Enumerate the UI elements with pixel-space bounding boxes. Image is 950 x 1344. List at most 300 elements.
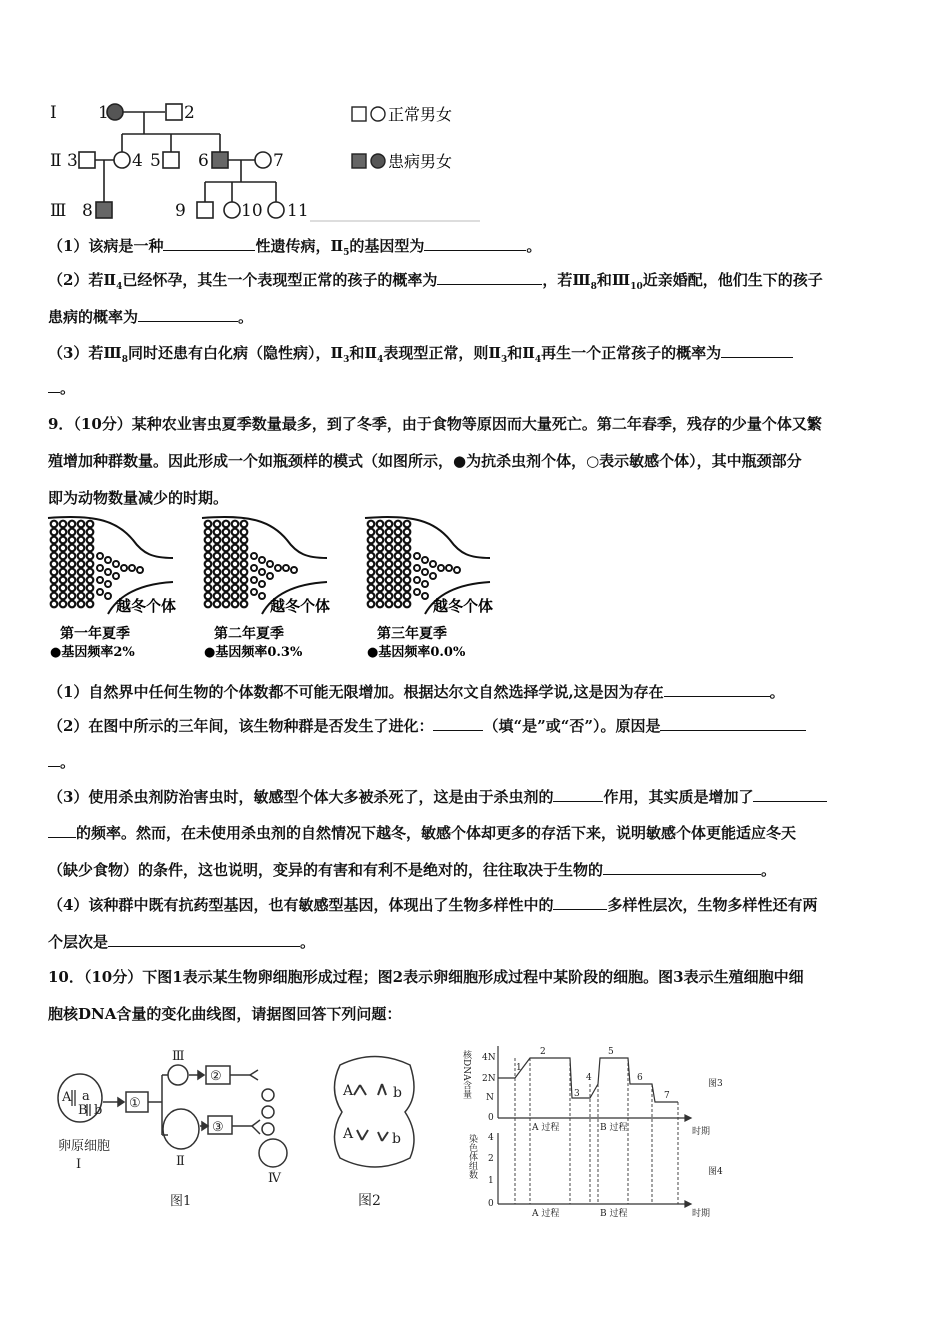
individual-dot bbox=[267, 573, 273, 579]
blank-gene-freq[interactable] bbox=[753, 787, 827, 802]
individual-dot bbox=[377, 601, 384, 608]
individual-dot bbox=[414, 553, 420, 559]
q9-s1: （1）自然界中任何生物的个体数都不可能无限增加。根据达尔文自然选择学说,这是因为存在 。 bbox=[48, 683, 785, 701]
figure-3-4-graphs bbox=[460, 1038, 740, 1218]
individual-dot bbox=[232, 537, 239, 544]
individual-9 bbox=[197, 202, 213, 218]
blank-diversity-level[interactable] bbox=[553, 895, 607, 910]
individual-dot bbox=[404, 561, 411, 568]
blank-disease-prob[interactable] bbox=[138, 307, 238, 322]
individual-dot bbox=[395, 529, 402, 536]
individual-dot bbox=[205, 553, 212, 560]
individual-dot bbox=[386, 593, 393, 600]
fig1-gene-a: a bbox=[82, 1089, 90, 1104]
individual-dot bbox=[214, 521, 221, 528]
fig1-caption: 图1 bbox=[170, 1194, 192, 1209]
blank-disease-type[interactable] bbox=[163, 236, 255, 251]
frequency-label: ●基因频率0.3% bbox=[204, 645, 303, 660]
fig1-cell-label: 卵原细胞 bbox=[58, 1139, 111, 1154]
bottleneck-panel-2 bbox=[202, 517, 330, 660]
individual-dot bbox=[223, 593, 230, 600]
individual-dot bbox=[205, 545, 212, 552]
individual-dot bbox=[78, 569, 85, 576]
num-8: 8 bbox=[82, 201, 93, 221]
individual-dot bbox=[404, 537, 411, 544]
individual-dot bbox=[51, 601, 58, 608]
legend-male-normal bbox=[352, 107, 366, 121]
individual-dot bbox=[78, 521, 85, 528]
individual-dot bbox=[121, 565, 127, 571]
individual-dot bbox=[267, 561, 273, 567]
q9-intro-1: 9．（10分）某种农业害虫夏季数量最多，到了冬季，由于食物等原因而大量死亡。第二年春季，残存的少量个体又繁 bbox=[48, 415, 822, 433]
individual-dot bbox=[404, 545, 411, 552]
individual-dot bbox=[51, 521, 58, 528]
individual-dot bbox=[386, 577, 393, 584]
individual-dot bbox=[232, 529, 239, 536]
individual-dot bbox=[51, 593, 58, 600]
q8-line-4: （3）若$Ⅲ_8$同时还患有白化病（隐性病），$Ⅱ_3$和$Ⅱ_4$表现型正常，则$Ⅱ_3$和$Ⅱ_4$再生一个正常孩子的概率为 bbox=[48, 343, 793, 370]
fig1-roman-2: Ⅱ bbox=[176, 1154, 185, 1169]
individual-dot bbox=[377, 577, 384, 584]
individual-dot bbox=[78, 553, 85, 560]
individual-dot bbox=[430, 573, 436, 579]
individual-dot bbox=[69, 529, 76, 536]
legend-normal-label: 正常男女 bbox=[388, 105, 453, 124]
individual-dot bbox=[223, 569, 230, 576]
individual-dot bbox=[232, 521, 239, 528]
num-2: 2 bbox=[184, 103, 195, 123]
individual-dot bbox=[368, 529, 375, 536]
individual-dot bbox=[69, 521, 76, 528]
fig1-roman-4: Ⅳ bbox=[268, 1171, 281, 1186]
fig3-ylabel: 核DNA含量 bbox=[461, 1050, 471, 1099]
individual-dot bbox=[251, 589, 257, 595]
individual-dot bbox=[291, 567, 297, 573]
individual-11 bbox=[268, 202, 284, 218]
individual-dot bbox=[214, 601, 221, 608]
individual-dot bbox=[368, 561, 375, 568]
individual-dot bbox=[87, 521, 94, 528]
svg-text:0: 0 bbox=[488, 1113, 494, 1123]
individual-dot bbox=[241, 585, 248, 592]
individual-dot bbox=[205, 593, 212, 600]
individual-dot bbox=[386, 521, 393, 528]
individual-dot bbox=[414, 589, 420, 595]
individual-dot bbox=[205, 577, 212, 584]
fig2-gene-b-top: b bbox=[393, 1085, 402, 1101]
individual-dot bbox=[60, 529, 67, 536]
individual-dot bbox=[78, 577, 85, 584]
individual-dot bbox=[205, 521, 212, 528]
individual-dot bbox=[395, 577, 402, 584]
fig2-gene-b-bottom: b bbox=[392, 1131, 401, 1147]
individual-dot bbox=[241, 593, 248, 600]
q9-intro-2: 殖增加种群数量。因此形成一个如瓶颈样的模式（如图所示，●为抗杀虫剂个体，○表示敏感个体），其中瓶颈部分 bbox=[48, 452, 802, 470]
blank-struggle[interactable] bbox=[664, 682, 770, 697]
svg-text:4: 4 bbox=[586, 1073, 592, 1083]
q8-line-1: （1）该病是一种 性遗传病，$Ⅱ_5$的基因型为 。 bbox=[48, 237, 542, 258]
individual-dot bbox=[223, 577, 230, 584]
individual-dot bbox=[446, 565, 452, 571]
winter-label: 越冬个体 bbox=[433, 597, 494, 615]
individual-dot bbox=[214, 561, 221, 568]
individual-dot bbox=[69, 601, 76, 608]
individual-dot bbox=[87, 529, 94, 536]
individual-dot bbox=[205, 569, 212, 576]
individual-dot bbox=[377, 569, 384, 576]
legend-affected-label: 患病男女 bbox=[388, 152, 453, 171]
individual-dot bbox=[69, 537, 76, 544]
individual-dot bbox=[223, 553, 230, 560]
individual-dot bbox=[97, 589, 103, 595]
num-1: 1 bbox=[98, 103, 109, 123]
individual-dot bbox=[377, 545, 384, 552]
q9-intro-3: 即为动物数量减少的时期。 bbox=[48, 489, 229, 507]
individual-dot bbox=[368, 521, 375, 528]
individual-dot bbox=[377, 553, 384, 560]
fig4-caption: 图4 bbox=[708, 1167, 723, 1177]
individual-dot bbox=[368, 569, 375, 576]
fig1-step-3: ③ bbox=[212, 1120, 224, 1135]
fig2-gene-A-bottom: A bbox=[343, 1126, 354, 1142]
individual-dot bbox=[368, 545, 375, 552]
individual-dot bbox=[69, 553, 76, 560]
svg-text:B 过程: B 过程 bbox=[600, 1209, 628, 1218]
individual-dot bbox=[232, 545, 239, 552]
individual-dot bbox=[87, 585, 94, 592]
individual-dot bbox=[386, 553, 393, 560]
season-label: 第三年夏季 bbox=[377, 626, 447, 642]
individual-dot bbox=[60, 585, 67, 592]
individual-dot bbox=[69, 593, 76, 600]
individual-dot bbox=[51, 561, 58, 568]
individual-dot bbox=[69, 585, 76, 592]
individual-dot bbox=[205, 529, 212, 536]
individual-dot bbox=[368, 553, 375, 560]
svg-text:0: 0 bbox=[488, 1199, 494, 1209]
individual-dot bbox=[87, 537, 94, 544]
winter-label: 越冬个体 bbox=[116, 597, 177, 615]
individual-2 bbox=[166, 104, 182, 120]
individual-dot bbox=[78, 585, 85, 592]
individual-dot bbox=[97, 553, 103, 559]
individual-dot bbox=[97, 565, 103, 571]
individual-dot bbox=[51, 569, 58, 576]
individual-dot bbox=[51, 537, 58, 544]
individual-dot bbox=[386, 529, 393, 536]
individual-dot bbox=[205, 561, 212, 568]
individual-dot bbox=[241, 601, 248, 608]
individual-dot bbox=[404, 577, 411, 584]
individual-dot bbox=[223, 521, 230, 528]
svg-text:A 过程: A 过程 bbox=[532, 1123, 560, 1133]
num-7: 7 bbox=[273, 151, 284, 171]
individual-dot bbox=[87, 577, 94, 584]
individual-dot bbox=[414, 577, 420, 583]
individual-dot bbox=[404, 593, 411, 600]
frequency-label: ●基因频率0.0% bbox=[367, 645, 466, 660]
bottleneck-panel-3 bbox=[365, 517, 493, 660]
individual-dot bbox=[241, 537, 248, 544]
svg-text:2: 2 bbox=[540, 1047, 546, 1057]
legend-female-normal bbox=[371, 107, 385, 121]
individual-dot bbox=[51, 545, 58, 552]
bottleneck-figure bbox=[40, 514, 540, 664]
individual-dot bbox=[78, 545, 85, 552]
individual-dot bbox=[377, 561, 384, 568]
individual-dot bbox=[377, 537, 384, 544]
fig3-caption: 图3 bbox=[708, 1079, 723, 1089]
individual-dot bbox=[386, 601, 393, 608]
individual-dot bbox=[60, 553, 67, 560]
individual-dot bbox=[232, 561, 239, 568]
legend-male-affected bbox=[352, 154, 366, 168]
legend-female-affected bbox=[371, 154, 385, 168]
q9-s3-cont2: （缺少食物）的条件，这也说明，变异的有害和有利不是绝对的，往往取决于生物的 。 bbox=[48, 861, 777, 879]
individual-dot bbox=[214, 585, 221, 592]
individual-dot bbox=[223, 601, 230, 608]
individual-dot bbox=[454, 567, 460, 573]
individual-dot bbox=[51, 553, 58, 560]
individual-dot bbox=[69, 561, 76, 568]
individual-dot bbox=[275, 565, 281, 571]
individual-dot bbox=[214, 529, 221, 536]
individual-dot bbox=[60, 545, 67, 552]
individual-dot bbox=[241, 569, 248, 576]
q9-s3-cont: 的频率。然而，在未使用杀虫剂的自然情况下越冬，敏感个体却更多的存活下来，说明敏感个体更能适应冬天 bbox=[48, 823, 796, 843]
individual-dot bbox=[129, 565, 135, 571]
individual-dot bbox=[87, 593, 94, 600]
individual-dot bbox=[105, 569, 111, 575]
fig1-step-2: ② bbox=[210, 1069, 222, 1084]
individual-dot bbox=[105, 581, 111, 587]
blank-selection[interactable] bbox=[553, 787, 603, 802]
svg-text:1: 1 bbox=[488, 1176, 494, 1186]
individual-dot bbox=[223, 585, 230, 592]
individual-dot bbox=[60, 601, 67, 608]
individual-3 bbox=[79, 152, 95, 168]
individual-dot bbox=[259, 593, 265, 599]
q9-s3: （3）使用杀虫剂防治害虫时，敏感型个体大多被杀死了，这是由于杀虫剂的 作用，其实质是增加了 bbox=[48, 787, 827, 807]
individual-dot bbox=[214, 553, 221, 560]
svg-text:4N: 4N bbox=[482, 1053, 496, 1063]
individual-dot bbox=[386, 537, 393, 544]
individual-dot bbox=[232, 553, 239, 560]
individual-dot bbox=[404, 521, 411, 528]
individual-dot bbox=[404, 601, 411, 608]
bottleneck-panel-1 bbox=[48, 517, 176, 660]
individual-dot bbox=[404, 529, 411, 536]
individual-dot bbox=[386, 585, 393, 592]
fig4-ylabel: 染色体组数 bbox=[467, 1134, 477, 1179]
num-6: 6 bbox=[198, 151, 209, 171]
q8-line-3: 患病的概率为 。 bbox=[48, 308, 254, 326]
individual-dot bbox=[386, 561, 393, 568]
individual-dot bbox=[395, 545, 402, 552]
blank-evolved[interactable] bbox=[433, 716, 483, 731]
individual-dot bbox=[87, 561, 94, 568]
individual-dot bbox=[422, 557, 428, 563]
individual-dot bbox=[395, 537, 402, 544]
q9-s2-end: 。 bbox=[48, 752, 75, 772]
svg-text:6: 6 bbox=[637, 1073, 643, 1083]
individual-dot bbox=[214, 545, 221, 552]
svg-text:7: 7 bbox=[664, 1091, 670, 1101]
individual-dot bbox=[430, 561, 436, 567]
individual-dot bbox=[241, 577, 248, 584]
individual-dot bbox=[60, 593, 67, 600]
num-3: 3 bbox=[67, 151, 78, 171]
individual-dot bbox=[205, 585, 212, 592]
individual-dot bbox=[87, 545, 94, 552]
individual-dot bbox=[78, 601, 85, 608]
num-9: 9 bbox=[175, 201, 186, 221]
individual-dot bbox=[422, 569, 428, 575]
individual-dot bbox=[232, 577, 239, 584]
individual-dot bbox=[241, 521, 248, 528]
pedigree-figure bbox=[40, 90, 490, 225]
individual-dot bbox=[404, 585, 411, 592]
individual-dot bbox=[214, 537, 221, 544]
individual-dot bbox=[51, 529, 58, 536]
gen-label-3: Ⅲ bbox=[50, 201, 67, 221]
individual-dot bbox=[105, 557, 111, 563]
individual-dot bbox=[368, 593, 375, 600]
winter-label: 越冬个体 bbox=[270, 597, 331, 615]
individual-dot bbox=[214, 577, 221, 584]
individual-dot bbox=[438, 565, 444, 571]
fig1-gene-A: A bbox=[62, 1090, 72, 1105]
individual-dot bbox=[377, 529, 384, 536]
individual-dot bbox=[137, 567, 143, 573]
individual-dot bbox=[404, 569, 411, 576]
individual-dot bbox=[368, 601, 375, 608]
num-5: 5 bbox=[150, 151, 161, 171]
blank-environment[interactable] bbox=[603, 860, 761, 875]
individual-dot bbox=[241, 561, 248, 568]
individual-dot bbox=[78, 561, 85, 568]
q9-s2: （2）在图中所示的三年间，该生物种群是否发生了进化： （填“是”或“否”）。原因是 bbox=[48, 716, 806, 736]
individual-dot bbox=[69, 545, 76, 552]
individual-dot bbox=[395, 593, 402, 600]
individual-dot bbox=[251, 577, 257, 583]
individual-dot bbox=[87, 553, 94, 560]
svg-text:1: 1 bbox=[516, 1063, 522, 1073]
individual-1 bbox=[107, 104, 123, 120]
individual-5 bbox=[163, 152, 179, 168]
individual-dot bbox=[251, 553, 257, 559]
individual-dot bbox=[223, 529, 230, 536]
individual-dot bbox=[97, 577, 103, 583]
individual-4 bbox=[114, 152, 130, 168]
individual-dot bbox=[377, 585, 384, 592]
gen-label-2: Ⅱ bbox=[50, 151, 62, 171]
individual-dot bbox=[223, 545, 230, 552]
individual-dot bbox=[241, 529, 248, 536]
svg-text:2N: 2N bbox=[482, 1074, 496, 1084]
individual-dot bbox=[78, 529, 85, 536]
num-10: 10 bbox=[241, 201, 263, 221]
individual-dot bbox=[105, 593, 111, 599]
individual-dot bbox=[395, 569, 402, 576]
num-11: 11 bbox=[287, 201, 309, 221]
individual-dot bbox=[78, 593, 85, 600]
blank-genotype[interactable] bbox=[424, 236, 526, 251]
individual-dot bbox=[395, 561, 402, 568]
individual-dot bbox=[205, 601, 212, 608]
individual-dot bbox=[422, 581, 428, 587]
fig2-gene-A-top: A bbox=[343, 1083, 354, 1099]
blank-normal-prob[interactable] bbox=[437, 270, 542, 285]
svg-text:时期: 时期 bbox=[692, 1209, 711, 1218]
individual-7 bbox=[255, 152, 271, 168]
individual-dot bbox=[368, 585, 375, 592]
q8-line-5: 。 bbox=[48, 378, 75, 398]
svg-text:A 过程: A 过程 bbox=[532, 1209, 560, 1218]
individual-dot bbox=[404, 553, 411, 560]
individual-dot bbox=[60, 521, 67, 528]
season-label: 第一年夏季 bbox=[60, 626, 130, 642]
q9-s4: （4）该种群中既有抗药型基因，也有敏感型基因，体现出了生物多样性中的 多样性层次，生物多样性还有两 bbox=[48, 896, 818, 914]
individual-6 bbox=[212, 152, 228, 168]
individual-dot bbox=[69, 569, 76, 576]
individual-dot bbox=[386, 569, 393, 576]
blank-reason[interactable] bbox=[660, 716, 806, 731]
frequency-label: ●基因频率2% bbox=[50, 645, 135, 660]
num-4: 4 bbox=[132, 151, 143, 171]
individual-dot bbox=[259, 569, 265, 575]
individual-dot bbox=[87, 601, 94, 608]
individual-dot bbox=[395, 521, 402, 528]
individual-dot bbox=[377, 593, 384, 600]
fig1-gene-B: B bbox=[78, 1103, 88, 1118]
q10-intro-2: 胞核DNA含量的变化曲线图，请据图回答下列问题： bbox=[48, 1005, 402, 1023]
individual-dot bbox=[259, 557, 265, 563]
fig1-gene-b: b bbox=[94, 1103, 103, 1118]
individual-dot bbox=[395, 601, 402, 608]
individual-dot bbox=[60, 569, 67, 576]
individual-dot bbox=[251, 565, 257, 571]
individual-dot bbox=[51, 585, 58, 592]
individual-dot bbox=[232, 593, 239, 600]
individual-dot bbox=[60, 537, 67, 544]
svg-text:B 过程: B 过程 bbox=[600, 1123, 628, 1133]
individual-dot bbox=[205, 537, 212, 544]
fig1-roman-1: Ⅰ bbox=[76, 1157, 82, 1172]
individual-dot bbox=[386, 545, 393, 552]
individual-dot bbox=[87, 569, 94, 576]
individual-dot bbox=[232, 601, 239, 608]
individual-8 bbox=[96, 202, 112, 218]
individual-10 bbox=[224, 202, 240, 218]
individual-dot bbox=[60, 561, 67, 568]
blank-other-levels[interactable] bbox=[108, 932, 300, 947]
individual-dot bbox=[241, 553, 248, 560]
fig1-roman-3: Ⅲ bbox=[172, 1049, 185, 1064]
q9-s4-cont: 个层次是 。 bbox=[48, 933, 316, 951]
individual-dot bbox=[60, 577, 67, 584]
blank-albino-prob[interactable] bbox=[721, 343, 793, 358]
individual-dot bbox=[51, 577, 58, 584]
individual-dot bbox=[422, 593, 428, 599]
individual-dot bbox=[113, 561, 119, 567]
fig2-caption: 图2 bbox=[358, 1193, 381, 1209]
individual-dot bbox=[368, 537, 375, 544]
figure-2-cell bbox=[320, 1040, 430, 1220]
individual-dot bbox=[395, 553, 402, 560]
individual-dot bbox=[113, 573, 119, 579]
individual-dot bbox=[395, 585, 402, 592]
